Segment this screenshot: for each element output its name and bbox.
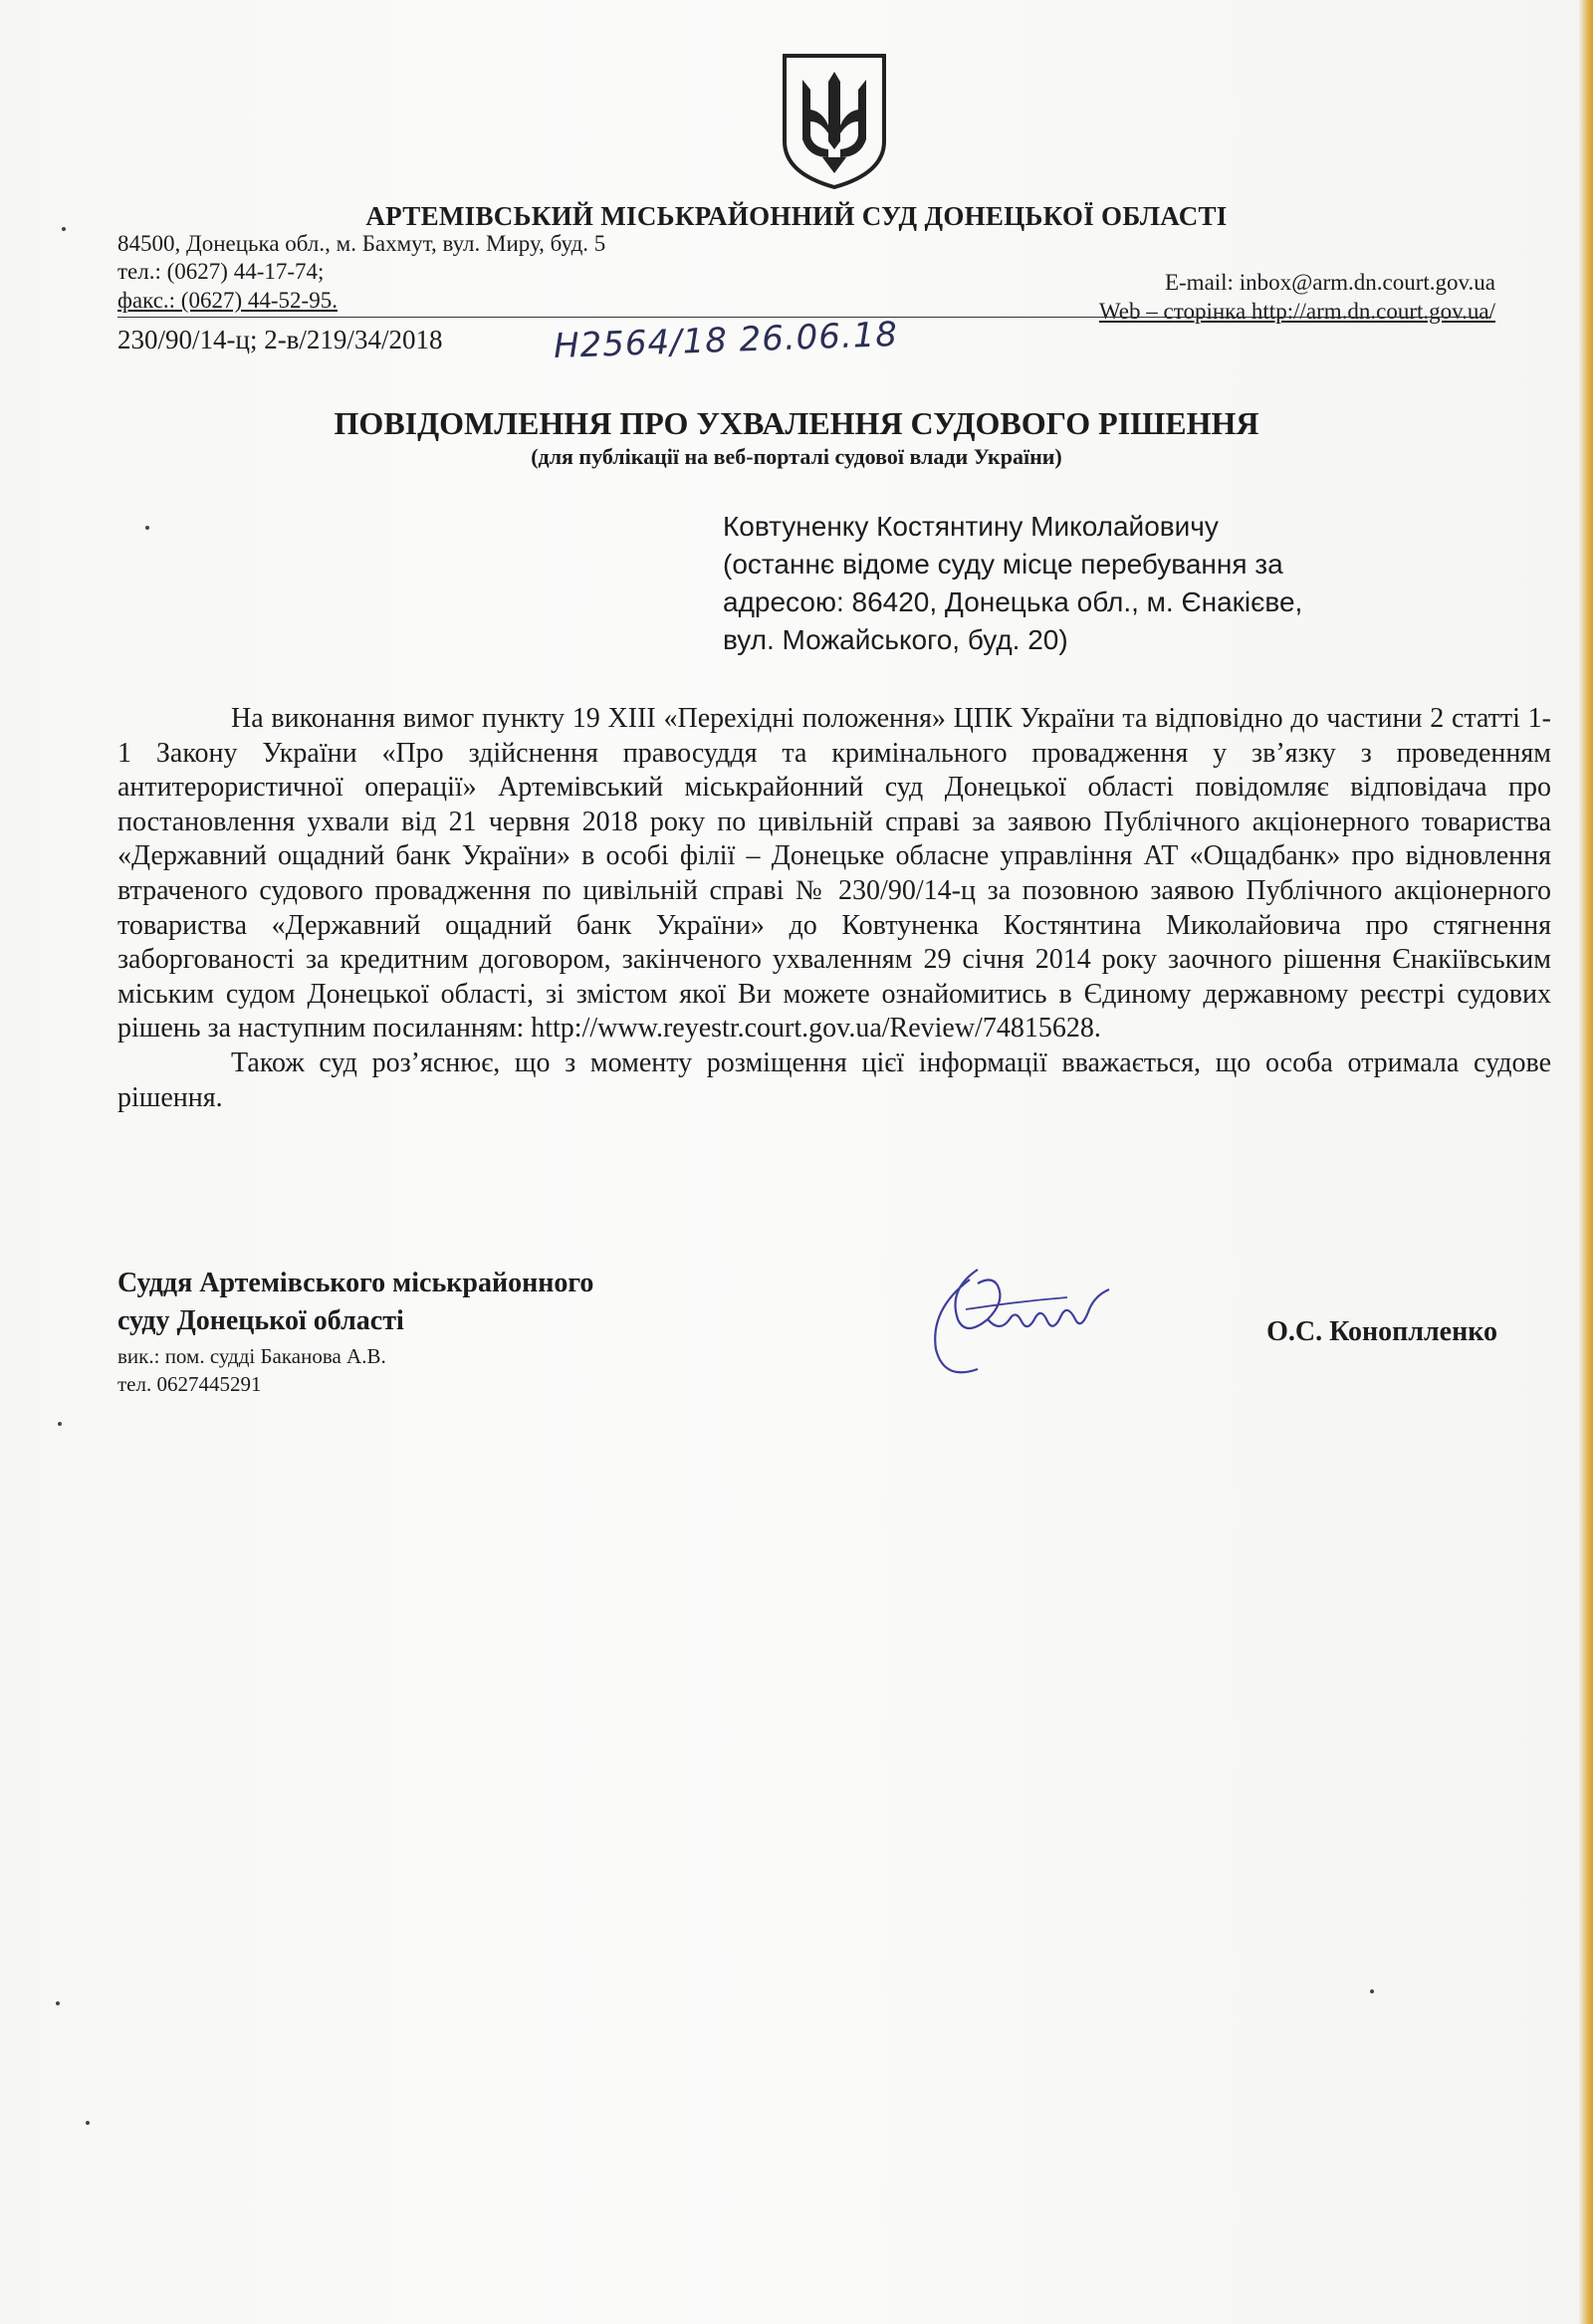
judge-title [117, 1265, 593, 1340]
judge-name: О.С. Коноплленко [1266, 1316, 1497, 1347]
coat-of-arms-icon [779, 50, 890, 191]
body-paragraph: На виконання вимог пункту 19 XIII «Перехідні положення» ЦПК України та відповідно до частини 2 статті 1-1 Закону України «Про здійснення правосуддя та кримінального провадження у зв’язку з проведенням антитерористичної операції» Артемівський міськрайонний суд Донецької області повідомляє відповідача про постановлення ухвали від 21 червня 2018 року по цивільній справі за заявою Публічного акціонерного товариства «Державний ощадний банк України» в особі філії – Донецьке обласне управління АТ «Ощадбанк» про відновлення втраченого судового провадження по цивільній справі № 230/90/14-ц за позовною заявою Публічного акціонерного товариства «Державний ощадний банк України» до Ковтуненка Костянтина Миколайовича про стягнення заборгованості за кредитним договором, закінченого ухваленням 29 січня 2014 року заочного рішення Єнакіївським міським судом Донецької області, зі змістом якої Ви можете ознайомитись в Єдиному державному реєстрі судових рішень за наступним посиланням: http://www.reyestr.court.gov.ua/Review/74815628. [117, 703, 1551, 1045]
recipient-line: адресою: 86420, Донецька обл., м. Єнакієве, [723, 586, 1303, 617]
court-phone: тел.: (0627) 44-17-74; [117, 259, 325, 284]
scan-speck [1370, 1989, 1374, 1993]
recipient-block [723, 508, 1479, 659]
scan-speck [86, 2121, 90, 2125]
scan-speck [58, 1422, 62, 1426]
scan-speck [56, 2001, 60, 2005]
judge-title-line: суду Донецької області [117, 1305, 404, 1336]
scan-speck [145, 526, 149, 530]
handwritten-signature [918, 1250, 1127, 1389]
recipient-line: Ковтуненку Костянтину Миколайовичу [723, 511, 1219, 542]
court-name: АРТЕМІВСЬКИЙ МІСЬКРАЙОННИЙ СУД ДОНЕЦЬКОЇ ОБЛАСТІ [365, 201, 1228, 231]
judge-title-line: Суддя Артемівського міськрайонного [117, 1268, 594, 1298]
recipient-line: вул. Можайського, буд. 20) [723, 624, 1068, 655]
executor-phone: тел. 0627445291 [117, 1372, 262, 1396]
document-title: ПОВІДОМЛЕННЯ ПРО УХВАЛЕННЯ СУДОВОГО РІШЕННЯ [334, 405, 1259, 441]
court-email: E-mail: inbox@arm.dn.court.gov.ua [1164, 270, 1495, 295]
scan-edge [1579, 0, 1593, 2324]
document-subtitle: (для публікації на веб-порталі судової влади України) [531, 444, 1062, 469]
court-website: Web – сторінка http://arm.dn.court.gov.ua/ [1098, 299, 1495, 324]
handwritten-registration: Н2564/18 26.06.18 [553, 314, 899, 367]
court-fax: факс.: (0627) 44-52-95. [117, 288, 338, 313]
recipient-line: (останнє відоме суду місце перебування за [723, 549, 1283, 580]
body-paragraph: Також суд роз’яснює, що з моменту розміщення цієї інформації вважається, що особа отримала судове рішення. [117, 1046, 1551, 1113]
case-number: 230/90/14-ц; 2-в/219/34/2018 [117, 325, 443, 354]
scan-speck [62, 227, 66, 231]
executor-name: вик.: пом. судді Баканова А.В. [117, 1344, 386, 1368]
court-address: 84500, Донецька обл., м. Бахмут, вул. Миру, буд. 5 [117, 231, 606, 256]
notice-body [117, 702, 1551, 1115]
